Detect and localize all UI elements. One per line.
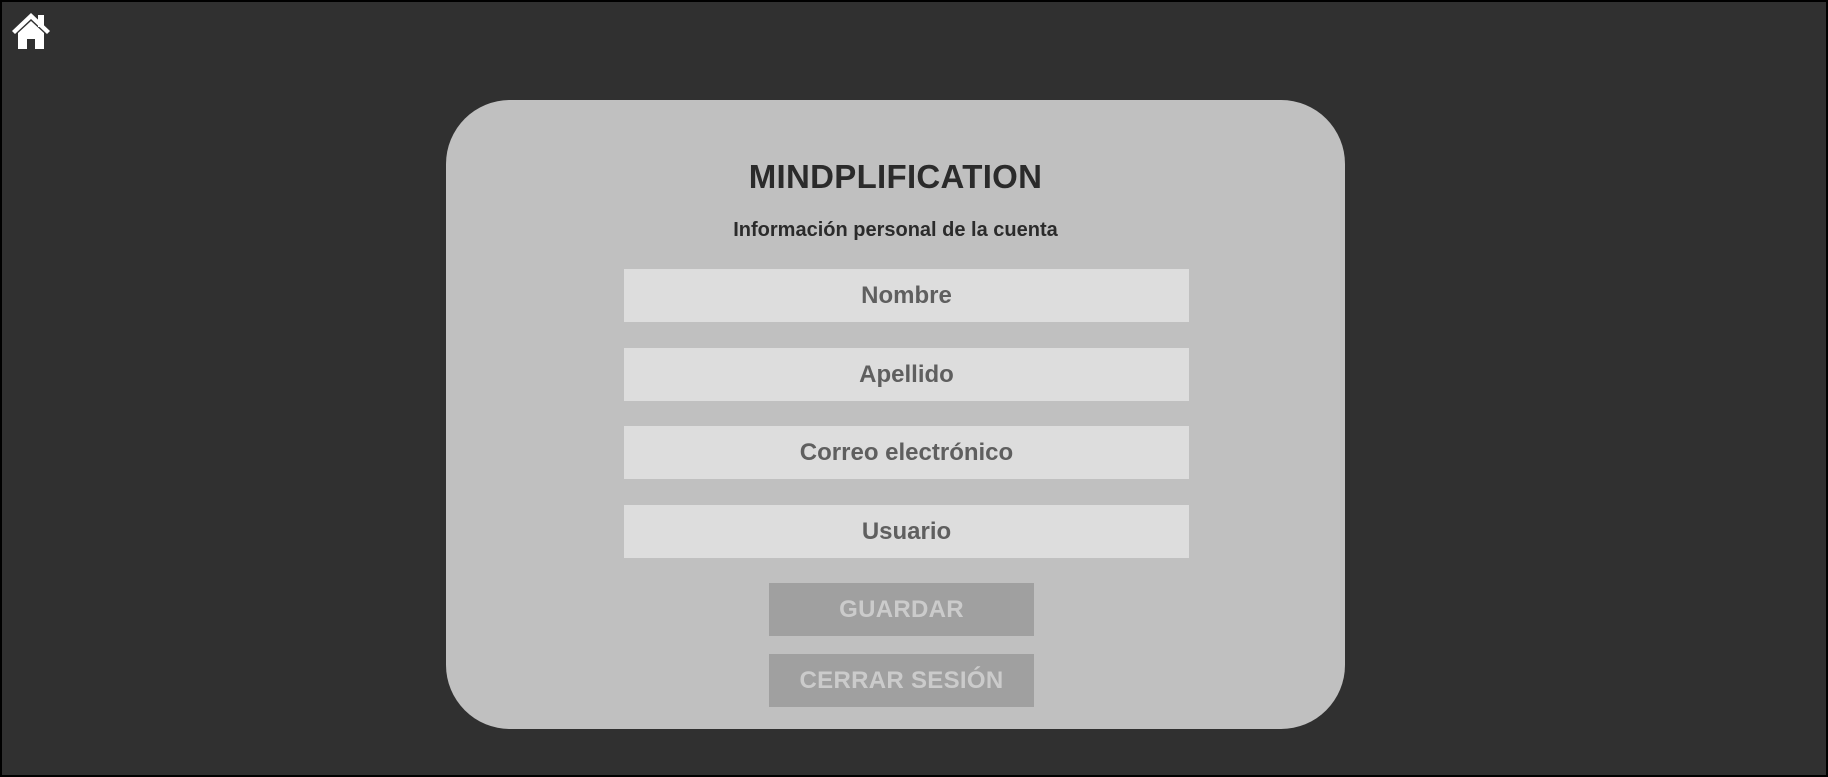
logout-button[interactable]: CERRAR SESIÓN <box>769 654 1034 707</box>
home-button[interactable] <box>11 12 51 50</box>
app-title: MINDPLIFICATION <box>748 158 1043 195</box>
account-card <box>446 100 1345 729</box>
username-input[interactable] <box>624 505 1189 558</box>
email-input[interactable] <box>624 426 1189 479</box>
section-subtitle: Información personal de la cuenta <box>733 219 1058 241</box>
home-icon <box>11 12 51 50</box>
last-name-input[interactable] <box>624 348 1189 401</box>
save-button[interactable]: GUARDAR <box>769 583 1034 636</box>
first-name-input[interactable] <box>624 269 1189 322</box>
